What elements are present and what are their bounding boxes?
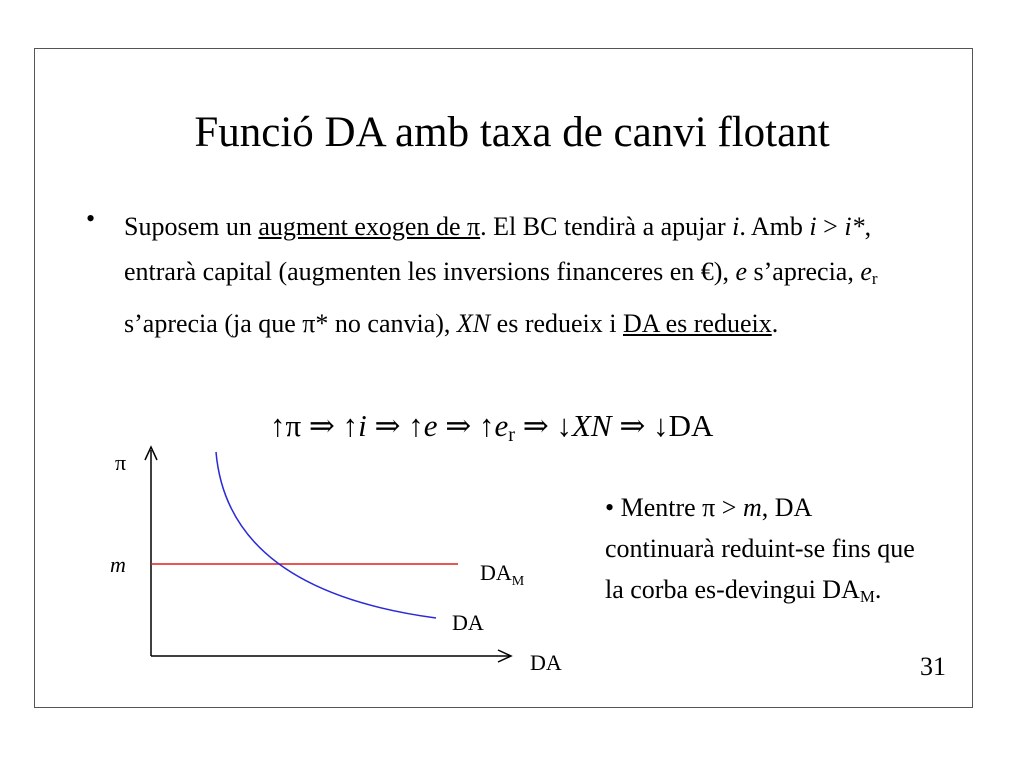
para-italic: i (732, 212, 740, 241)
chain-part: ⇒ ↑ (437, 408, 495, 443)
note-text: . (874, 575, 882, 604)
note-text: • Mentre π > (605, 493, 743, 522)
chain-italic: e (423, 408, 438, 443)
note-subscript: M (859, 587, 875, 607)
chain-italic: e (494, 408, 509, 443)
para-underlined-2: DA es redueix (623, 309, 772, 339)
para-text: , entrarà capital (augmenten les inversions financeres en €), (124, 212, 872, 286)
y-axis-label: π (115, 450, 127, 475)
para-italic: e (735, 257, 748, 286)
chain-italic: XN (571, 408, 612, 443)
chain-part: ⇒ ↓DA (611, 408, 714, 443)
para-text: . Amb (739, 212, 810, 241)
x-axis-label: DA (530, 650, 562, 675)
note-italic: m (742, 493, 762, 522)
para-text: . (771, 309, 779, 339)
y-tick-label-m: m (110, 552, 126, 577)
chain-part: ⇒ ↑ (366, 408, 424, 443)
series-label-dam-main: DA (480, 560, 512, 585)
series-da-curve (216, 452, 436, 618)
para-italic: i (809, 212, 817, 241)
para-text: Suposem un (124, 212, 259, 241)
para-text: s’aprecia, (747, 257, 861, 286)
chain-part: ⇒ ↓ (514, 408, 572, 443)
para-text: es redueix i (490, 309, 623, 339)
para-italic: XN (456, 309, 491, 339)
bullet-marker: • (86, 204, 96, 233)
para-text: . El BC tendirà a apujar (480, 212, 733, 241)
chain-subscript: r (508, 424, 515, 447)
series-label-dam (480, 560, 525, 589)
slide-title: Funció DA amb taxa de canvi flotant (194, 109, 830, 156)
side-note (605, 487, 925, 617)
para-text: s’aprecia (ja que π* no canvia), (124, 309, 457, 339)
para-subscript: r (871, 269, 878, 289)
series-label-dam-sub: M (511, 574, 525, 589)
para-text: > (816, 212, 845, 241)
para-underlined-1: augment exogen de π (258, 212, 481, 241)
page-number: 31 (920, 652, 946, 681)
note-text: , DA continuarà reduint-se fins que la corba es-devingui DA (605, 493, 915, 604)
chain-part: ↑π ⇒ ↑ (270, 408, 359, 443)
para-italic: e (860, 257, 872, 286)
chain-italic: i (358, 408, 367, 443)
para-italic: i* (844, 212, 865, 241)
series-label-da: DA (452, 610, 484, 635)
